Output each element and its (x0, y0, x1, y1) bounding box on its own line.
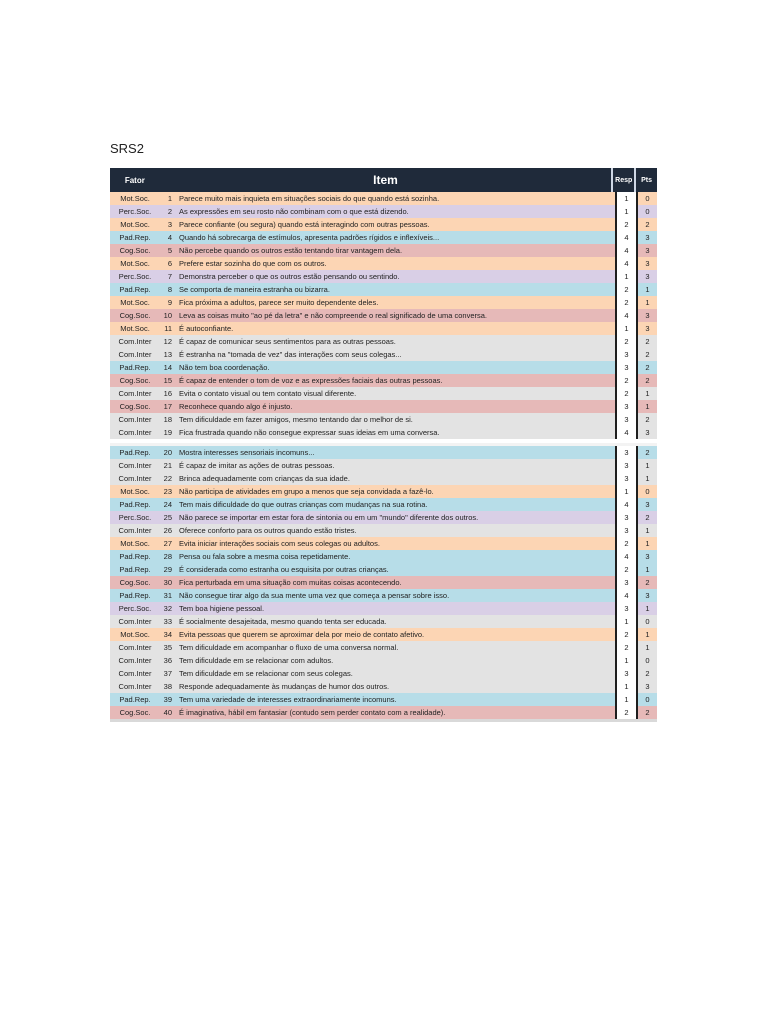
row-item-text: Quando há sobrecarga de estímulos, apresenta padrões rígidos e inflexíveis... (179, 233, 440, 242)
row-pts: 3 (636, 244, 657, 257)
row-item-text: É considerada como estranha ou esquisita por outras crianças. (179, 565, 389, 574)
row-number: 14 (163, 363, 172, 372)
row-fator: Com.Inter (118, 415, 152, 424)
row-number: 23 (163, 487, 172, 496)
row-number: 36 (163, 656, 172, 665)
table-row (110, 335, 657, 348)
row-fator: Com.Inter (118, 669, 152, 678)
row-resp: 3 (615, 446, 636, 459)
row-resp: 2 (615, 641, 636, 654)
row-resp: 3 (615, 413, 636, 426)
row-pts: 3 (636, 589, 657, 602)
row-fator: Pad.Rep. (119, 591, 151, 600)
row-pts: 2 (636, 446, 657, 459)
row-number: 4 (167, 233, 172, 242)
table-row (110, 296, 657, 309)
row-number: 26 (163, 526, 172, 535)
row-number: 17 (163, 402, 172, 411)
row-fator: Pad.Rep. (119, 448, 151, 457)
row-pts: 2 (636, 335, 657, 348)
row-number: 35 (163, 643, 172, 652)
row-resp: 3 (615, 667, 636, 680)
row-fator: Mot.Soc. (120, 194, 150, 203)
table-row (110, 693, 657, 706)
row-resp: 2 (615, 628, 636, 641)
row-fator: Com.Inter (118, 389, 152, 398)
row-number: 8 (167, 285, 172, 294)
row-item-text: Fica perturbada em uma situação com muitas coisas acontecendo. (179, 578, 402, 587)
row-number: 5 (167, 246, 172, 255)
table-row (110, 589, 657, 602)
table-row (110, 374, 657, 387)
row-number: 19 (163, 428, 172, 437)
row-number: 33 (163, 617, 172, 626)
header-pts: Pts (634, 168, 657, 192)
row-fator: Mot.Soc. (120, 539, 150, 548)
row-item-text: Pensa ou fala sobre a mesma coisa repetidamente. (179, 552, 351, 561)
row-fator: Mot.Soc. (120, 630, 150, 639)
row-item-text: Tem dificuldade em fazer amigos, mesmo tentando dar o melhor de si. (179, 415, 413, 424)
row-number: 24 (163, 500, 172, 509)
row-fator: Pad.Rep. (119, 285, 151, 294)
srs2-table-part-1 (110, 168, 657, 439)
row-resp: 1 (615, 615, 636, 628)
row-item-text: Tem uma variedade de interesses extraordinariamente incomuns. (179, 695, 397, 704)
row-resp: 2 (615, 537, 636, 550)
row-pts: 1 (636, 563, 657, 576)
row-item-text: Não tem boa coordenação. (179, 363, 270, 372)
cut-off-row (110, 719, 657, 722)
row-number: 22 (163, 474, 172, 483)
row-resp: 1 (615, 192, 636, 205)
row-number: 18 (163, 415, 172, 424)
table-row (110, 472, 657, 485)
table-row (110, 485, 657, 498)
row-pts: 2 (636, 667, 657, 680)
table-row (110, 270, 657, 283)
row-number: 34 (163, 630, 172, 639)
table-row (110, 205, 657, 218)
row-number: 3 (167, 220, 172, 229)
row-resp: 4 (615, 550, 636, 563)
table-row (110, 361, 657, 374)
row-item-text: Parece confiante (ou segura) quando está interagindo com outras pessoas. (179, 220, 430, 229)
row-resp: 4 (615, 244, 636, 257)
row-resp: 3 (615, 348, 636, 361)
row-resp: 1 (615, 270, 636, 283)
row-fator: Pad.Rep. (119, 500, 151, 509)
row-resp: 4 (615, 426, 636, 439)
row-pts: 3 (636, 257, 657, 270)
table-body-1 (110, 192, 657, 439)
row-item-text: Tem boa higiene pessoal. (179, 604, 265, 613)
table-row (110, 680, 657, 693)
row-pts: 3 (636, 322, 657, 335)
row-resp: 3 (615, 361, 636, 374)
table-row (110, 641, 657, 654)
row-item-text: É imaginativa, hábil em fantasiar (contudo sem perder contato com a realidade). (179, 708, 446, 717)
row-item-text: Responde adequadamente às mudanças de humor dos outros. (179, 682, 390, 691)
row-number: 27 (163, 539, 172, 548)
row-number: 39 (163, 695, 172, 704)
row-pts: 3 (636, 498, 657, 511)
row-fator: Pad.Rep. (119, 552, 151, 561)
row-pts: 1 (636, 400, 657, 413)
row-fator: Perc.Soc. (118, 513, 152, 522)
row-resp: 3 (615, 511, 636, 524)
row-number: 11 (164, 324, 172, 333)
row-resp: 2 (615, 296, 636, 309)
row-pts: 3 (636, 550, 657, 563)
row-pts: 1 (636, 524, 657, 537)
row-number: 6 (167, 259, 172, 268)
row-fator: Com.Inter (118, 643, 152, 652)
row-pts: 1 (636, 628, 657, 641)
row-item-text: Tem dificuldade em acompanhar o fluxo de uma conversa normal. (179, 643, 399, 652)
row-item-text: Evita pessoas que querem se aproximar dela por meio de contato afetivo. (179, 630, 425, 639)
row-fator: Com.Inter (118, 428, 152, 437)
row-resp: 2 (615, 283, 636, 296)
row-number: 37 (163, 669, 172, 678)
row-resp: 1 (615, 205, 636, 218)
row-item-text: É socialmente desajeitada, mesmo quando tenta ser educada. (179, 617, 387, 626)
table-row (110, 628, 657, 641)
row-item-text: É estranha na "tomada de vez" das interações com seus colegas... (179, 350, 402, 359)
row-pts: 1 (636, 387, 657, 400)
row-item-text: É autoconfiante. (179, 324, 234, 333)
row-fator: Pad.Rep. (119, 363, 151, 372)
row-item-text: Evita iniciar interações sociais com seus colegas ou adultos. (179, 539, 380, 548)
row-pts: 2 (636, 361, 657, 374)
row-number: 9 (167, 298, 172, 307)
row-pts: 0 (636, 654, 657, 667)
table-row (110, 446, 657, 459)
row-pts: 1 (636, 296, 657, 309)
table-row (110, 524, 657, 537)
row-number: 25 (163, 513, 172, 522)
row-number: 38 (163, 682, 172, 691)
row-pts: 2 (636, 218, 657, 231)
table-row (110, 511, 657, 524)
row-resp: 3 (615, 524, 636, 537)
row-item-text: Leva as coisas muito "ao pé da letra" e não compreende o real significado de uma conversa. (179, 311, 488, 320)
row-item-text: Fica próxima a adultos, parece ser muito dependente deles. (179, 298, 379, 307)
row-item-text: Não participa de atividades em grupo a menos que seja convidada a fazê-lo. (179, 487, 434, 496)
header-resp: Resp (611, 168, 634, 192)
row-number: 12 (163, 337, 172, 346)
table-row (110, 283, 657, 296)
row-fator: Cog.Soc. (119, 311, 151, 320)
row-resp: 3 (615, 459, 636, 472)
row-number: 1 (167, 194, 172, 203)
table-row (110, 667, 657, 680)
row-item-text: Demonstra perceber o que os outros estão pensando ou sentindo. (179, 272, 400, 281)
row-pts: 1 (636, 472, 657, 485)
table-row (110, 192, 657, 205)
row-item-text: Evita o contato visual ou tem contato visual diferente. (179, 389, 357, 398)
row-number: 32 (163, 604, 172, 613)
row-item-text: É capaz de entender o tom de voz e as expressões faciais das outras pessoas. (179, 376, 443, 385)
table-row (110, 706, 657, 719)
row-pts: 2 (636, 348, 657, 361)
table-row (110, 244, 657, 257)
table-row (110, 459, 657, 472)
row-pts: 0 (636, 192, 657, 205)
row-resp: 4 (615, 309, 636, 322)
row-fator: Com.Inter (118, 474, 152, 483)
row-fator: Cog.Soc. (119, 708, 151, 717)
row-pts: 1 (636, 537, 657, 550)
row-pts: 2 (636, 374, 657, 387)
row-pts: 3 (636, 231, 657, 244)
row-pts: 3 (636, 270, 657, 283)
row-fator: Mot.Soc. (120, 487, 150, 496)
row-resp: 1 (615, 654, 636, 667)
row-fator: Mot.Soc. (120, 220, 150, 229)
row-fator: Cog.Soc. (119, 402, 151, 411)
row-fator: Perc.Soc. (118, 604, 152, 613)
row-fator: Perc.Soc. (118, 207, 152, 216)
row-resp: 4 (615, 589, 636, 602)
row-item-text: Fica frustrada quando não consegue expressar suas ideias em uma conversa. (179, 428, 440, 437)
row-number: 21 (163, 461, 172, 470)
table-row (110, 231, 657, 244)
row-number: 20 (163, 448, 172, 457)
row-item-text: Não percebe quando os outros estão tentando tirar vantagem dela. (179, 246, 403, 255)
table-row (110, 400, 657, 413)
row-fator: Pad.Rep. (119, 695, 151, 704)
row-resp: 2 (615, 218, 636, 231)
row-item-text: As expressões em seu rosto não combinam com o que está dizendo. (179, 207, 409, 216)
row-item-text: Reconhece quando algo é injusto. (179, 402, 293, 411)
row-item-text: Tem dificuldade em se relacionar com adultos. (179, 656, 334, 665)
row-item-text: Prefere estar sozinha do que com os outros. (179, 259, 327, 268)
row-resp: 2 (615, 387, 636, 400)
row-pts: 2 (636, 413, 657, 426)
row-resp: 3 (615, 400, 636, 413)
row-item-text: Brinca adequadamente com crianças da sua idade. (179, 474, 350, 483)
row-number: 16 (163, 389, 172, 398)
row-fator: Com.Inter (118, 526, 152, 535)
table-row (110, 387, 657, 400)
row-fator: Mot.Soc. (120, 324, 150, 333)
table-row (110, 563, 657, 576)
row-resp: 4 (615, 231, 636, 244)
table-row (110, 257, 657, 270)
row-pts: 0 (636, 615, 657, 628)
row-resp: 1 (615, 322, 636, 335)
row-item-text: É capaz de comunicar seus sentimentos para as outras pessoas. (179, 337, 396, 346)
table-row (110, 348, 657, 361)
row-fator: Mot.Soc. (120, 259, 150, 268)
row-resp: 3 (615, 576, 636, 589)
row-resp: 2 (615, 706, 636, 719)
row-number: 40 (163, 708, 172, 717)
table-row (110, 218, 657, 231)
table-row (110, 537, 657, 550)
row-fator: Com.Inter (118, 350, 152, 359)
row-item-text: Parece muito mais inquieta em situações sociais do que quando está sozinha. (179, 194, 440, 203)
row-fator: Cog.Soc. (119, 376, 151, 385)
row-number: 31 (163, 591, 172, 600)
row-resp: 2 (615, 563, 636, 576)
table-row (110, 309, 657, 322)
row-fator: Com.Inter (118, 461, 152, 470)
table-row (110, 413, 657, 426)
row-number: 10 (163, 311, 172, 320)
row-item-text: Não parece se importar em estar fora de sintonia ou em um "mundo" diferente dos outros. (179, 513, 479, 522)
row-number: 29 (163, 565, 172, 574)
row-pts: 1 (636, 641, 657, 654)
row-pts: 2 (636, 511, 657, 524)
row-pts: 2 (636, 576, 657, 589)
row-number: 28 (163, 552, 172, 561)
row-pts: 1 (636, 283, 657, 296)
row-resp: 1 (615, 693, 636, 706)
table-header (110, 168, 657, 192)
table-row (110, 426, 657, 439)
row-pts: 3 (636, 680, 657, 693)
table-row (110, 576, 657, 589)
row-resp: 2 (615, 374, 636, 387)
row-resp: 1 (615, 680, 636, 693)
row-number: 13 (163, 350, 172, 359)
row-item-text: Tem mais dificuldade do que outras crianças com mudanças na sua rotina. (179, 500, 428, 509)
table-body-2 (110, 446, 657, 719)
row-item-text: Mostra interesses sensoriais incomuns... (179, 448, 315, 457)
row-number: 15 (163, 376, 172, 385)
table-row (110, 615, 657, 628)
table-row (110, 498, 657, 511)
row-item-text: É capaz de imitar as ações de outras pessoas. (179, 461, 335, 470)
row-item-text: Não consegue tirar algo da sua mente uma vez que começa a pensar sobre isso. (179, 591, 450, 600)
row-pts: 1 (636, 602, 657, 615)
table-row (110, 322, 657, 335)
document-title: SRS2 (110, 141, 144, 156)
row-fator: Com.Inter (118, 337, 152, 346)
row-pts: 3 (636, 426, 657, 439)
row-item-text: Se comporta de maneira estranha ou bizarra. (179, 285, 330, 294)
row-fator: Com.Inter (118, 656, 152, 665)
row-number: 30 (163, 578, 172, 587)
row-pts: 0 (636, 485, 657, 498)
row-fator: Perc.Soc. (118, 272, 152, 281)
row-item-text: Tem dificuldade em se relacionar com seus colegas. (179, 669, 353, 678)
row-fator: Pad.Rep. (119, 233, 151, 242)
header-item: Item (373, 173, 398, 187)
row-fator: Mot.Soc. (120, 298, 150, 307)
row-number: 2 (167, 207, 172, 216)
row-fator: Com.Inter (118, 617, 152, 626)
row-pts: 0 (636, 205, 657, 218)
row-item-text: Oferece conforto para os outros quando estão tristes. (179, 526, 357, 535)
row-fator: Pad.Rep. (119, 565, 151, 574)
row-resp: 1 (615, 485, 636, 498)
table-row (110, 550, 657, 563)
row-pts: 0 (636, 693, 657, 706)
row-pts: 1 (636, 459, 657, 472)
row-fator: Cog.Soc. (119, 578, 151, 587)
row-fator: Cog.Soc. (119, 246, 151, 255)
row-resp: 3 (615, 472, 636, 485)
row-pts: 3 (636, 309, 657, 322)
row-resp: 2 (615, 335, 636, 348)
row-resp: 4 (615, 498, 636, 511)
table-row (110, 654, 657, 667)
row-number: 7 (167, 272, 172, 281)
row-resp: 3 (615, 602, 636, 615)
srs2-table-part-2 (110, 446, 657, 722)
row-fator: Com.Inter (118, 682, 152, 691)
row-resp: 4 (615, 257, 636, 270)
table-row (110, 602, 657, 615)
row-pts: 2 (636, 706, 657, 719)
header-fator: Fator (124, 175, 145, 185)
